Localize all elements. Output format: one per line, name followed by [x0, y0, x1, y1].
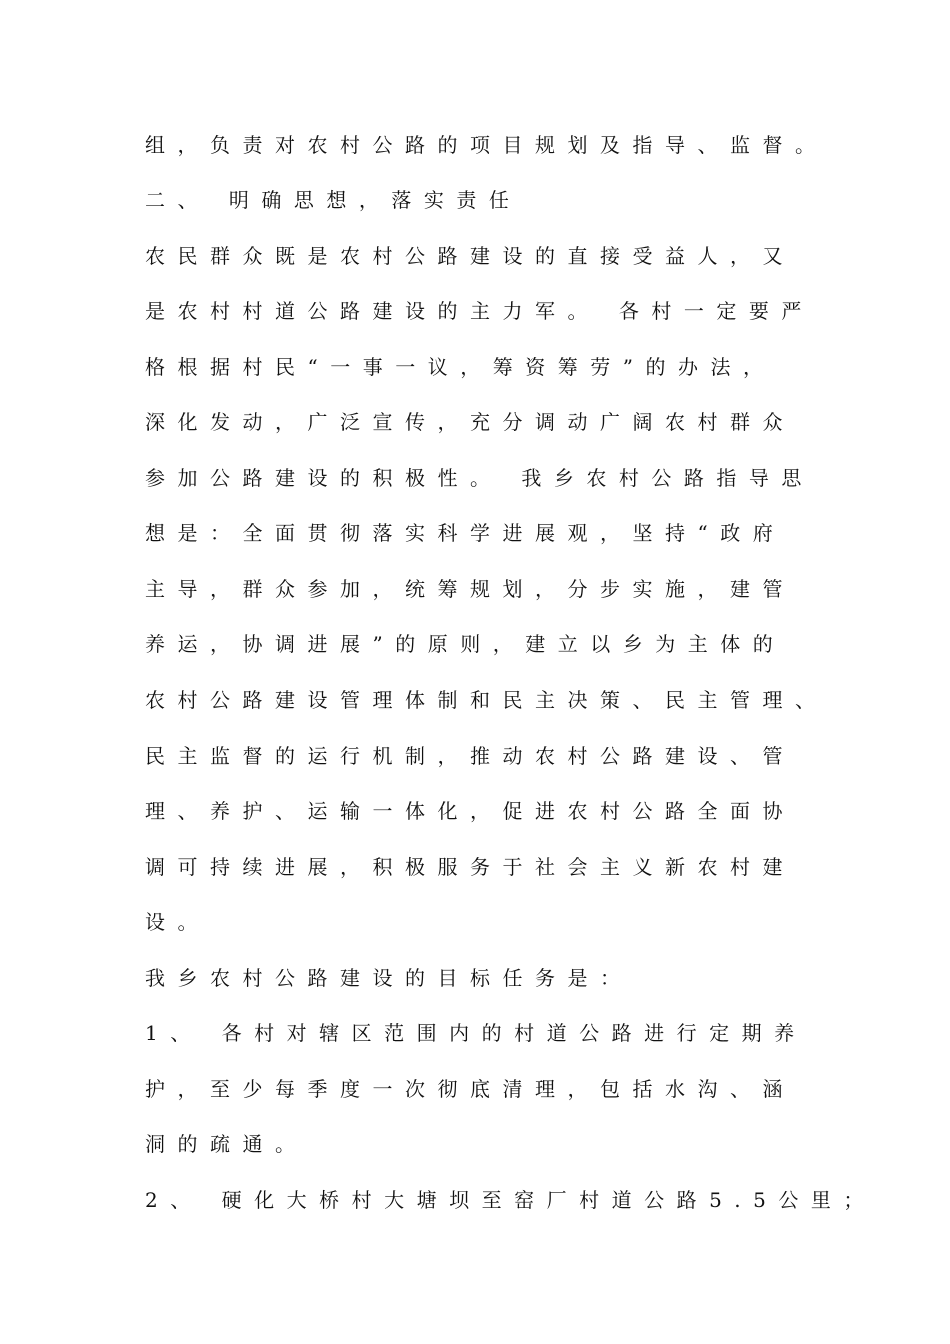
text-line: 主导，群众参加，统筹规划，分步实施，建管 [145, 577, 795, 601]
text-line: 农村公路建设管理体制和民主决策、民主管理、 [145, 688, 828, 712]
text-line: 农民群众既是农村公路建设的直接受益人，又 [145, 244, 795, 268]
text-line: 想是：全面贯彻落实科学进展观，坚持“政府 [145, 521, 786, 545]
list-item: 1、 各村对辖区范围内的村道公路进行定期养 [145, 1021, 807, 1045]
text-line: 民主监督的运行机制，推动农村公路建设、管 [145, 744, 795, 768]
text-line: 组，负责对农村公路的项目规划及指导、监督。 [145, 133, 828, 157]
text-line: 养运，协调进展”的原则，建立以乡为主体的 [145, 632, 786, 656]
text-line: 设。 [145, 910, 210, 934]
text-line: 是农村村道公路建设的主力军。 各村一定要严 [145, 299, 814, 323]
list-item: 2、 硬化大桥村大塘坝至窑厂村道公路5.5公里； [145, 1188, 876, 1212]
text-line: 调可持续进展，积极服务于社会主义新农村建 [145, 855, 795, 879]
text-line: 护，至少每季度一次彻底清理，包括水沟、涵 [145, 1077, 795, 1101]
text-line: 我乡农村公路建设的目标任务是： [145, 966, 633, 990]
text-line: 格根据村民“一事一议，筹资筹劳”的办法， [145, 355, 776, 379]
text-line: 洞的疏通。 [145, 1132, 308, 1156]
text-line: 深化发动，广泛宣传，充分调动广阔农村群众 [145, 410, 795, 434]
text-line: 参加公路建设的积极性。 我乡农村公路指导思 [145, 466, 814, 490]
text-line: 理、养护、运输一体化，促进农村公路全面协 [145, 799, 795, 823]
section-heading: 二、 明确思想，落实责任 [145, 188, 522, 212]
